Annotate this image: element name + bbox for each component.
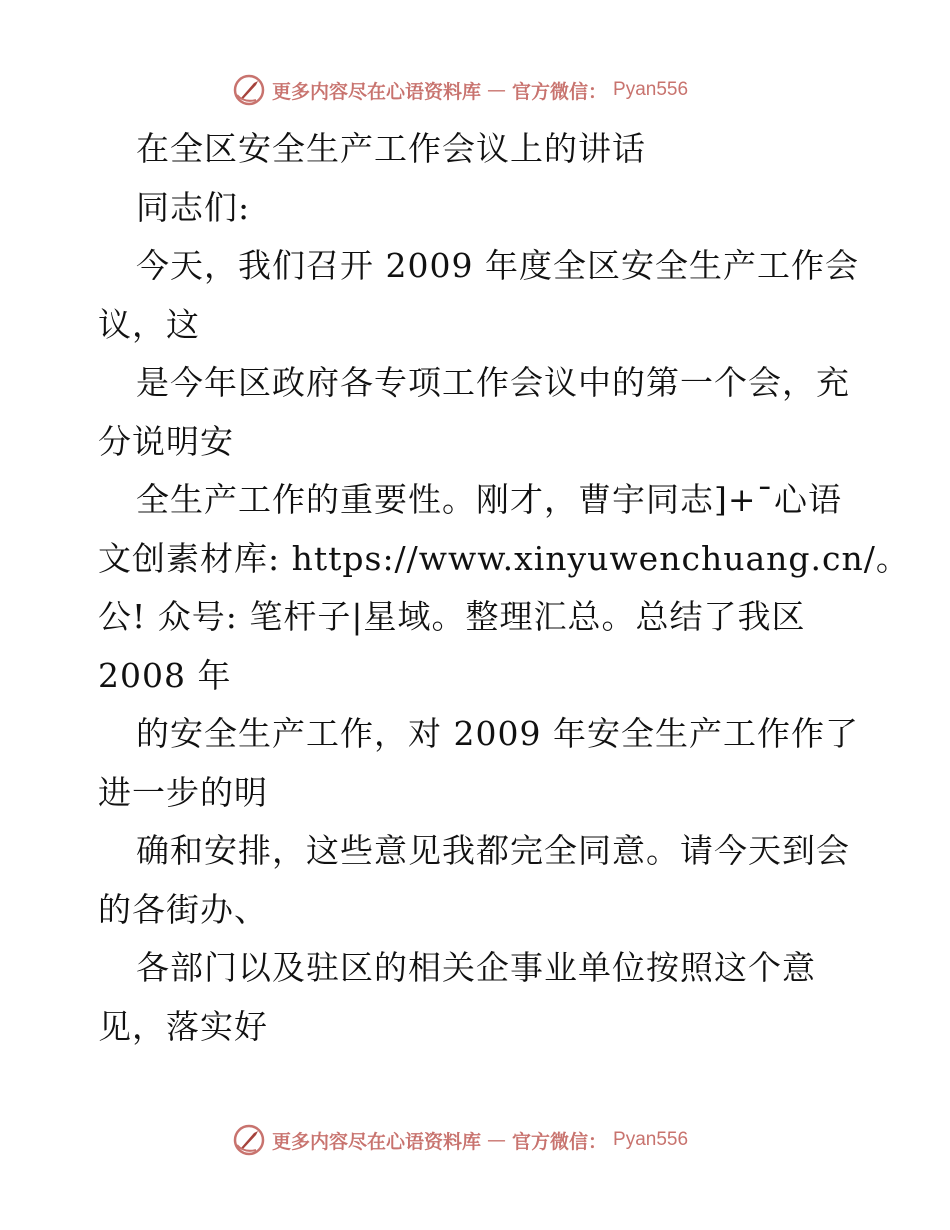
banner-slogan: 更多内容尽在心语资料库 xyxy=(272,80,482,103)
quill-logo-icon xyxy=(232,73,266,107)
document-body xyxy=(98,120,910,1056)
paragraph-line: 议，这 xyxy=(98,304,200,344)
banner-wechat-label: 官方微信： xyxy=(512,1130,608,1153)
paragraph-line: 进一步的明 xyxy=(98,772,268,812)
paragraph-line: 全生产工作的重要性。刚才，曹宇同志]+¯心语 xyxy=(136,480,843,519)
banner-wechat-label: 官方微信： xyxy=(512,80,608,103)
banner-slogan: 更多内容尽在心语资料库 xyxy=(272,1130,482,1153)
banner-wechat-id: Pyan556 xyxy=(613,1129,689,1150)
document-title: 在全区安全生产工作会议上的讲话 xyxy=(136,129,646,168)
paragraph-line: 确和安排，这些意见我都完全同意。请今天到会 xyxy=(136,831,850,870)
header-banner xyxy=(232,70,752,110)
quill-logo-icon xyxy=(232,1123,266,1157)
paragraph-line: 的安全生产工作，对 2009 年安全生产工作作了 xyxy=(136,714,859,753)
salutation: 同志们: xyxy=(136,187,251,227)
banner-separator: — xyxy=(487,1129,507,1151)
footer-banner xyxy=(232,1120,752,1160)
paragraph-line: 见，落实好 xyxy=(98,1006,268,1046)
paragraph-line: 2008 年 xyxy=(98,655,232,695)
paragraph-line: 是今年区政府各专项工作会议中的第一个会，充 xyxy=(136,363,850,402)
paragraph-line: 今天，我们召开 2009 年度全区安全生产工作会 xyxy=(136,246,859,285)
banner-separator: — xyxy=(487,79,507,101)
paragraph-line: 各部门以及驻区的相关企事业单位按照这个意 xyxy=(136,948,816,987)
paragraph-line: 公! 众号: 笔杆子|星域。整理汇总。总结了我区 xyxy=(98,597,806,636)
paragraph-line: 分说明安 xyxy=(98,421,234,461)
banner-wechat-id: Pyan556 xyxy=(613,79,689,100)
paragraph-line: 的各街办、 xyxy=(98,889,268,929)
paragraph-line: 文创素材库: https://www.xinyuwenchuang.cn/。 xyxy=(98,538,910,578)
